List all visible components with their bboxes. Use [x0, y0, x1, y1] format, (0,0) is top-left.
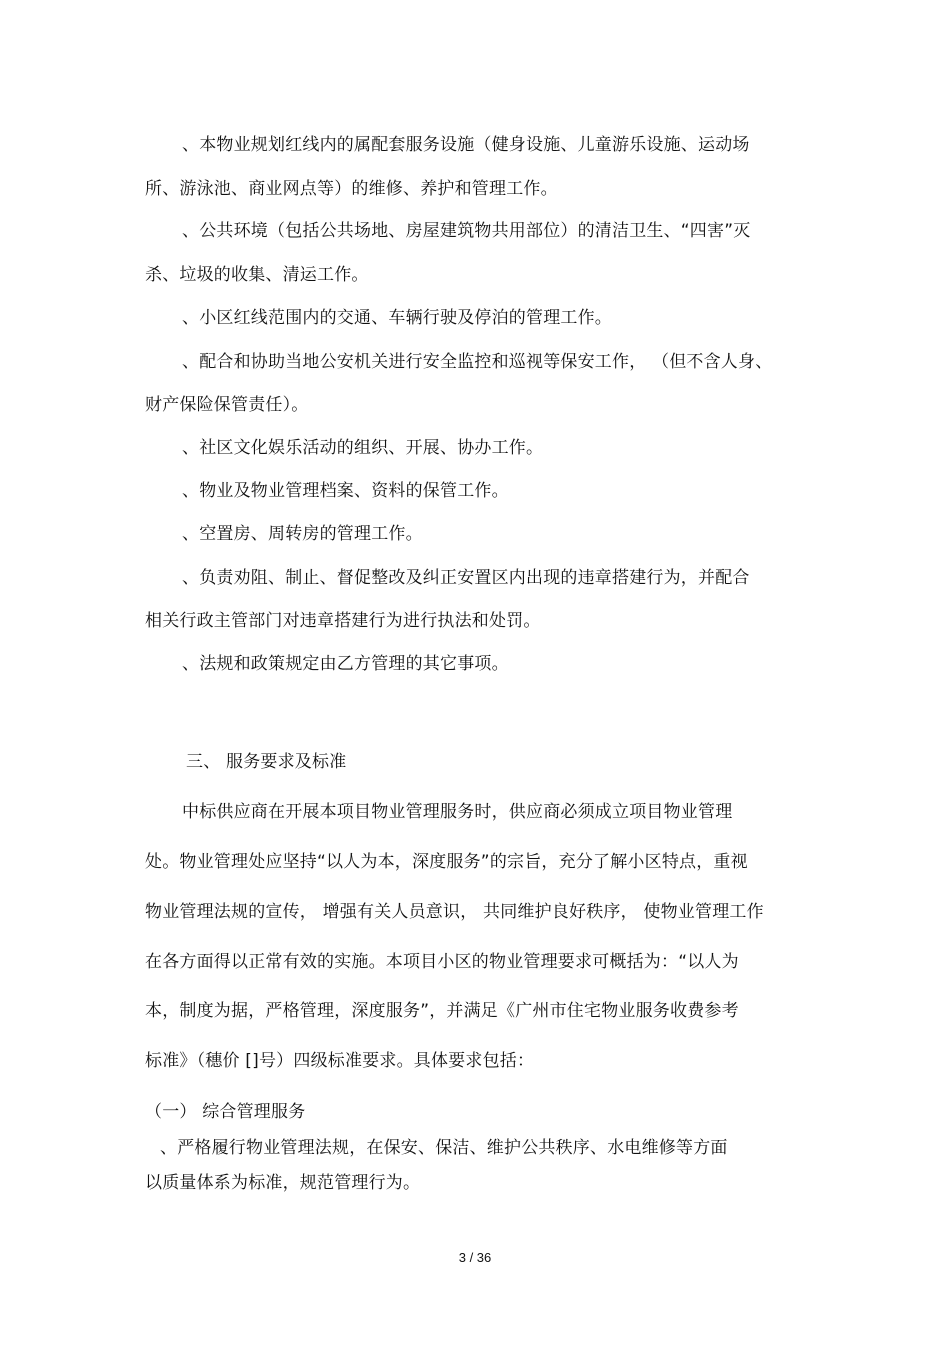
- text-line: 、空置房、周转房的管理工作。: [182, 524, 423, 544]
- text-line: 、本物业规划红线内的属配套服务设施（健身设施、儿童游乐设施、运动场: [182, 135, 750, 155]
- text-line: 标准》（穗价 []号）四级标准要求。具体要求包括：: [145, 1051, 535, 1071]
- text-line: 、小区红线范围内的交通、车辆行驶及停泊的管理工作。: [182, 308, 612, 328]
- section-heading: 三、 服务要求及标准: [186, 752, 347, 772]
- text-line: 在各方面得以正常有效的实施。本项目小区的物业管理要求可概括为：“以人为: [145, 952, 739, 972]
- subsection-heading: （一） 综合管理服务: [145, 1102, 306, 1122]
- text-line: 物业管理法规的宣传， 增强有关人员意识， 共同维护良好秩序， 使物业管理工作: [145, 902, 764, 922]
- text-line: 、严格履行物业管理法规，在保安、保洁、维护公共秩序、水电维修等方面: [160, 1138, 728, 1158]
- text-line: 、法规和政策规定由乙方管理的其它事项。: [182, 654, 509, 674]
- text-line: 财产保险保管责任）。: [145, 395, 309, 415]
- text-line: 、物业及物业管理档案、资料的保管工作。: [182, 481, 509, 501]
- text-line: 杀、垃圾的收集、清运工作。: [145, 265, 369, 285]
- text-line: 、公共环境（包括公共场地、房屋建筑物共用部位）的清洁卫生、“四害”灭: [182, 221, 751, 241]
- text-line: 相关行政主管部门对违章搭建行为进行执法和处罚。: [145, 611, 541, 631]
- text-line: 所、游泳池、商业网点等）的维修、养护和管理工作。: [145, 179, 558, 199]
- text-line: 处。物业管理处应坚持“以人为本，深度服务”的宗旨，充分了解小区特点，重视: [145, 852, 748, 872]
- text-line: 以质量体系为标准，规范管理行为。: [145, 1173, 421, 1193]
- page-number: 3 / 36: [458, 1250, 492, 1265]
- text-line: 中标供应商在开展本项目物业管理服务时，供应商必须成立项目物业管理: [182, 802, 733, 822]
- text-line: 本，制度为据，严格管理，深度服务”，并满足《广州市住宅物业服务收费参考: [145, 1001, 739, 1021]
- text-line: 、负责劝阻、制止、督促整改及纠正安置区内出现的违章搭建行为，并配合: [182, 568, 750, 588]
- text-line: 、配合和协助当地公安机关进行安全监控和巡视等保安工作， （但不含人身、: [182, 352, 773, 372]
- text-line: 、社区文化娱乐活动的组织、开展、协办工作。: [182, 438, 544, 458]
